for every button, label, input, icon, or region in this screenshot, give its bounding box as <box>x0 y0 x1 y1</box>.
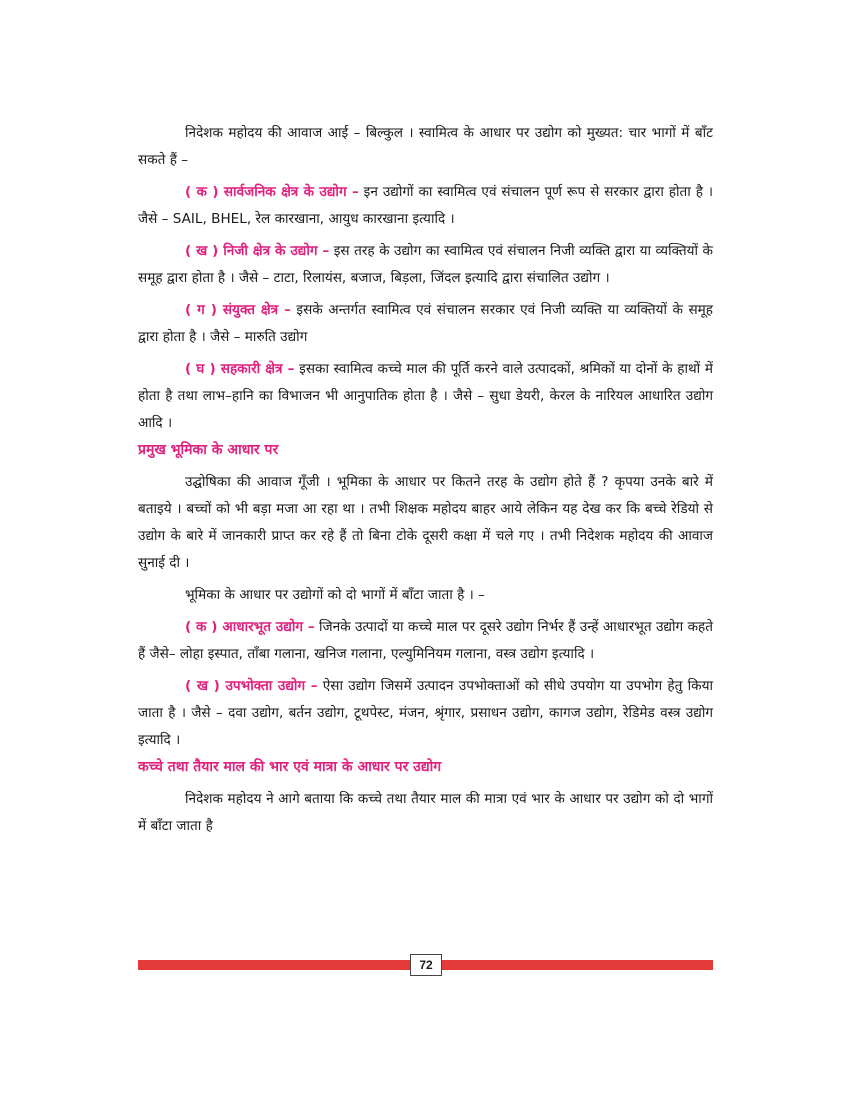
page-content <box>138 120 713 840</box>
private-sector-text: इस तरह के उद्योग का स्वामित्व एवं संचालन निजी व्यक्ति द्वारा या व्यक्तियों के समूह द्वारा होता है । जैसे – टाटा, रिलायंस, बजाज, बिड़ला, जिंदल इत्यादि द्वारा संचालित उद्योग । <box>138 243 713 286</box>
consumer-industry-text: ऐसा उद्योग जिसमें उत्पादन उपभोक्ताओं को सीधे उपयोग या उपभोग हेतु किया जाता है । जैसे – दवा उद्योग, बर्तन उद्योग, टूथपेस्ट, मंजन, श्रृंगार, प्रसाधन उद्योग, कागज उद्योग, रेडिमेड वस्त्र उद्योग इत्यादि । <box>138 678 713 748</box>
role-intro2-paragraph: भूमिका के आधार पर उद्योगों को दो भागों में बाँटा जाता है । – <box>185 587 485 603</box>
section-heading-role: प्रमुख भूमिका के आधार पर <box>138 442 279 458</box>
consumer-industry-label: ( ख ) उपभोक्ता उद्योग – <box>185 678 318 694</box>
public-sector-label: ( क ) सार्वजनिक क्षेत्र के उद्योग – <box>185 184 359 200</box>
private-sector-paragraph <box>138 238 713 292</box>
basic-industry-label: ( क ) आधारभूत उद्योग – <box>185 619 315 635</box>
joint-sector-label: ( ग ) संयुक्त क्षेत्र – <box>185 302 291 318</box>
page-number: 72 <box>410 954 442 976</box>
consumer-industry-paragraph <box>138 673 713 754</box>
joint-sector-text: इसके अन्तर्गत स्वामित्व एवं संचालन सरकार एवं निजी व्यक्ति या व्यक्तियों के समूह द्वारा होता है । जैसे – मारुति उद्योग <box>138 302 713 345</box>
basic-industry-text: जिनके उत्पादों या कच्चे माल पर दूसरे उद्योग निर्भर हैं उन्हें आधारभूत उद्योग कहते हैं जैसे– लोहा इस्पात, ताँबा गलाना, खनिज गलाना, एल्युमिनियम गलाना, वस्त्र उद्योग इत्यादि । <box>138 619 713 662</box>
private-sector-label: ( ख ) निजी क्षेत्र के उद्योग – <box>185 243 330 259</box>
role-intro-paragraph: उद्घोषिका की आवाज गूँजी । भूमिका के आधार पर कितने तरह के उद्योग होते हैं ? कृपया उनके बारे में बताइये । बच्चों को भी बड़ा मजा आ रहा था । तभी शिक्षक महोदय बाहर आये लेकिन यह देख कर कि बच्चे रेडियो से उद्योग के बारे में जानकारी प्राप्त कर रहे हैं तो बिना टोके दूसरी कक्षा में चले गए । तभी निदेशक महोदय की आवाज सुनाई दी । <box>138 474 713 571</box>
cooperative-sector-text: इसका स्वामित्व कच्चे माल की पूर्ति करने वाले उत्पादकों, श्रमिकों या दोनों के हाथों में होता है तथा लाभ–हानि का विभाजन भी आनुपातिक होता है । जैसे – सुधा डेयरी, केरल के नारियल आधारित उद्योग आदि । <box>138 361 713 431</box>
joint-sector-paragraph <box>138 297 713 351</box>
public-sector-text: इन उद्योगों का स्वामित्व एवं संचालन पूर्ण रूप से सरकार द्वारा होता है । जैसे – SAIL, BHEL, रेल कारखाना, आयुध कारखाना इत्यादि । <box>138 184 714 227</box>
public-sector-paragraph <box>138 179 713 233</box>
page-footer <box>138 954 713 976</box>
weight-intro-paragraph: निदेशक महोदय ने आगे बताया कि कच्चे तथा तैयार माल की मात्रा एवं भार के आधार पर उद्योग को दो भागों में बाँटा जाता है <box>138 791 713 834</box>
cooperative-sector-paragraph <box>138 356 713 437</box>
intro-paragraph: निदेशक महोदय की आवाज आई – बिल्कुल । स्वामित्व के आधार पर उद्योग को मुख्यत: चार भागों में बाँट सकते हैं – <box>138 125 713 168</box>
basic-industry-paragraph <box>138 614 713 668</box>
cooperative-sector-label: ( घ ) सहकारी क्षेत्र – <box>185 361 295 377</box>
section-heading-weight: कच्चे तथा तैयार माल की भार एवं मात्रा के आधार पर उद्योग <box>138 759 442 775</box>
